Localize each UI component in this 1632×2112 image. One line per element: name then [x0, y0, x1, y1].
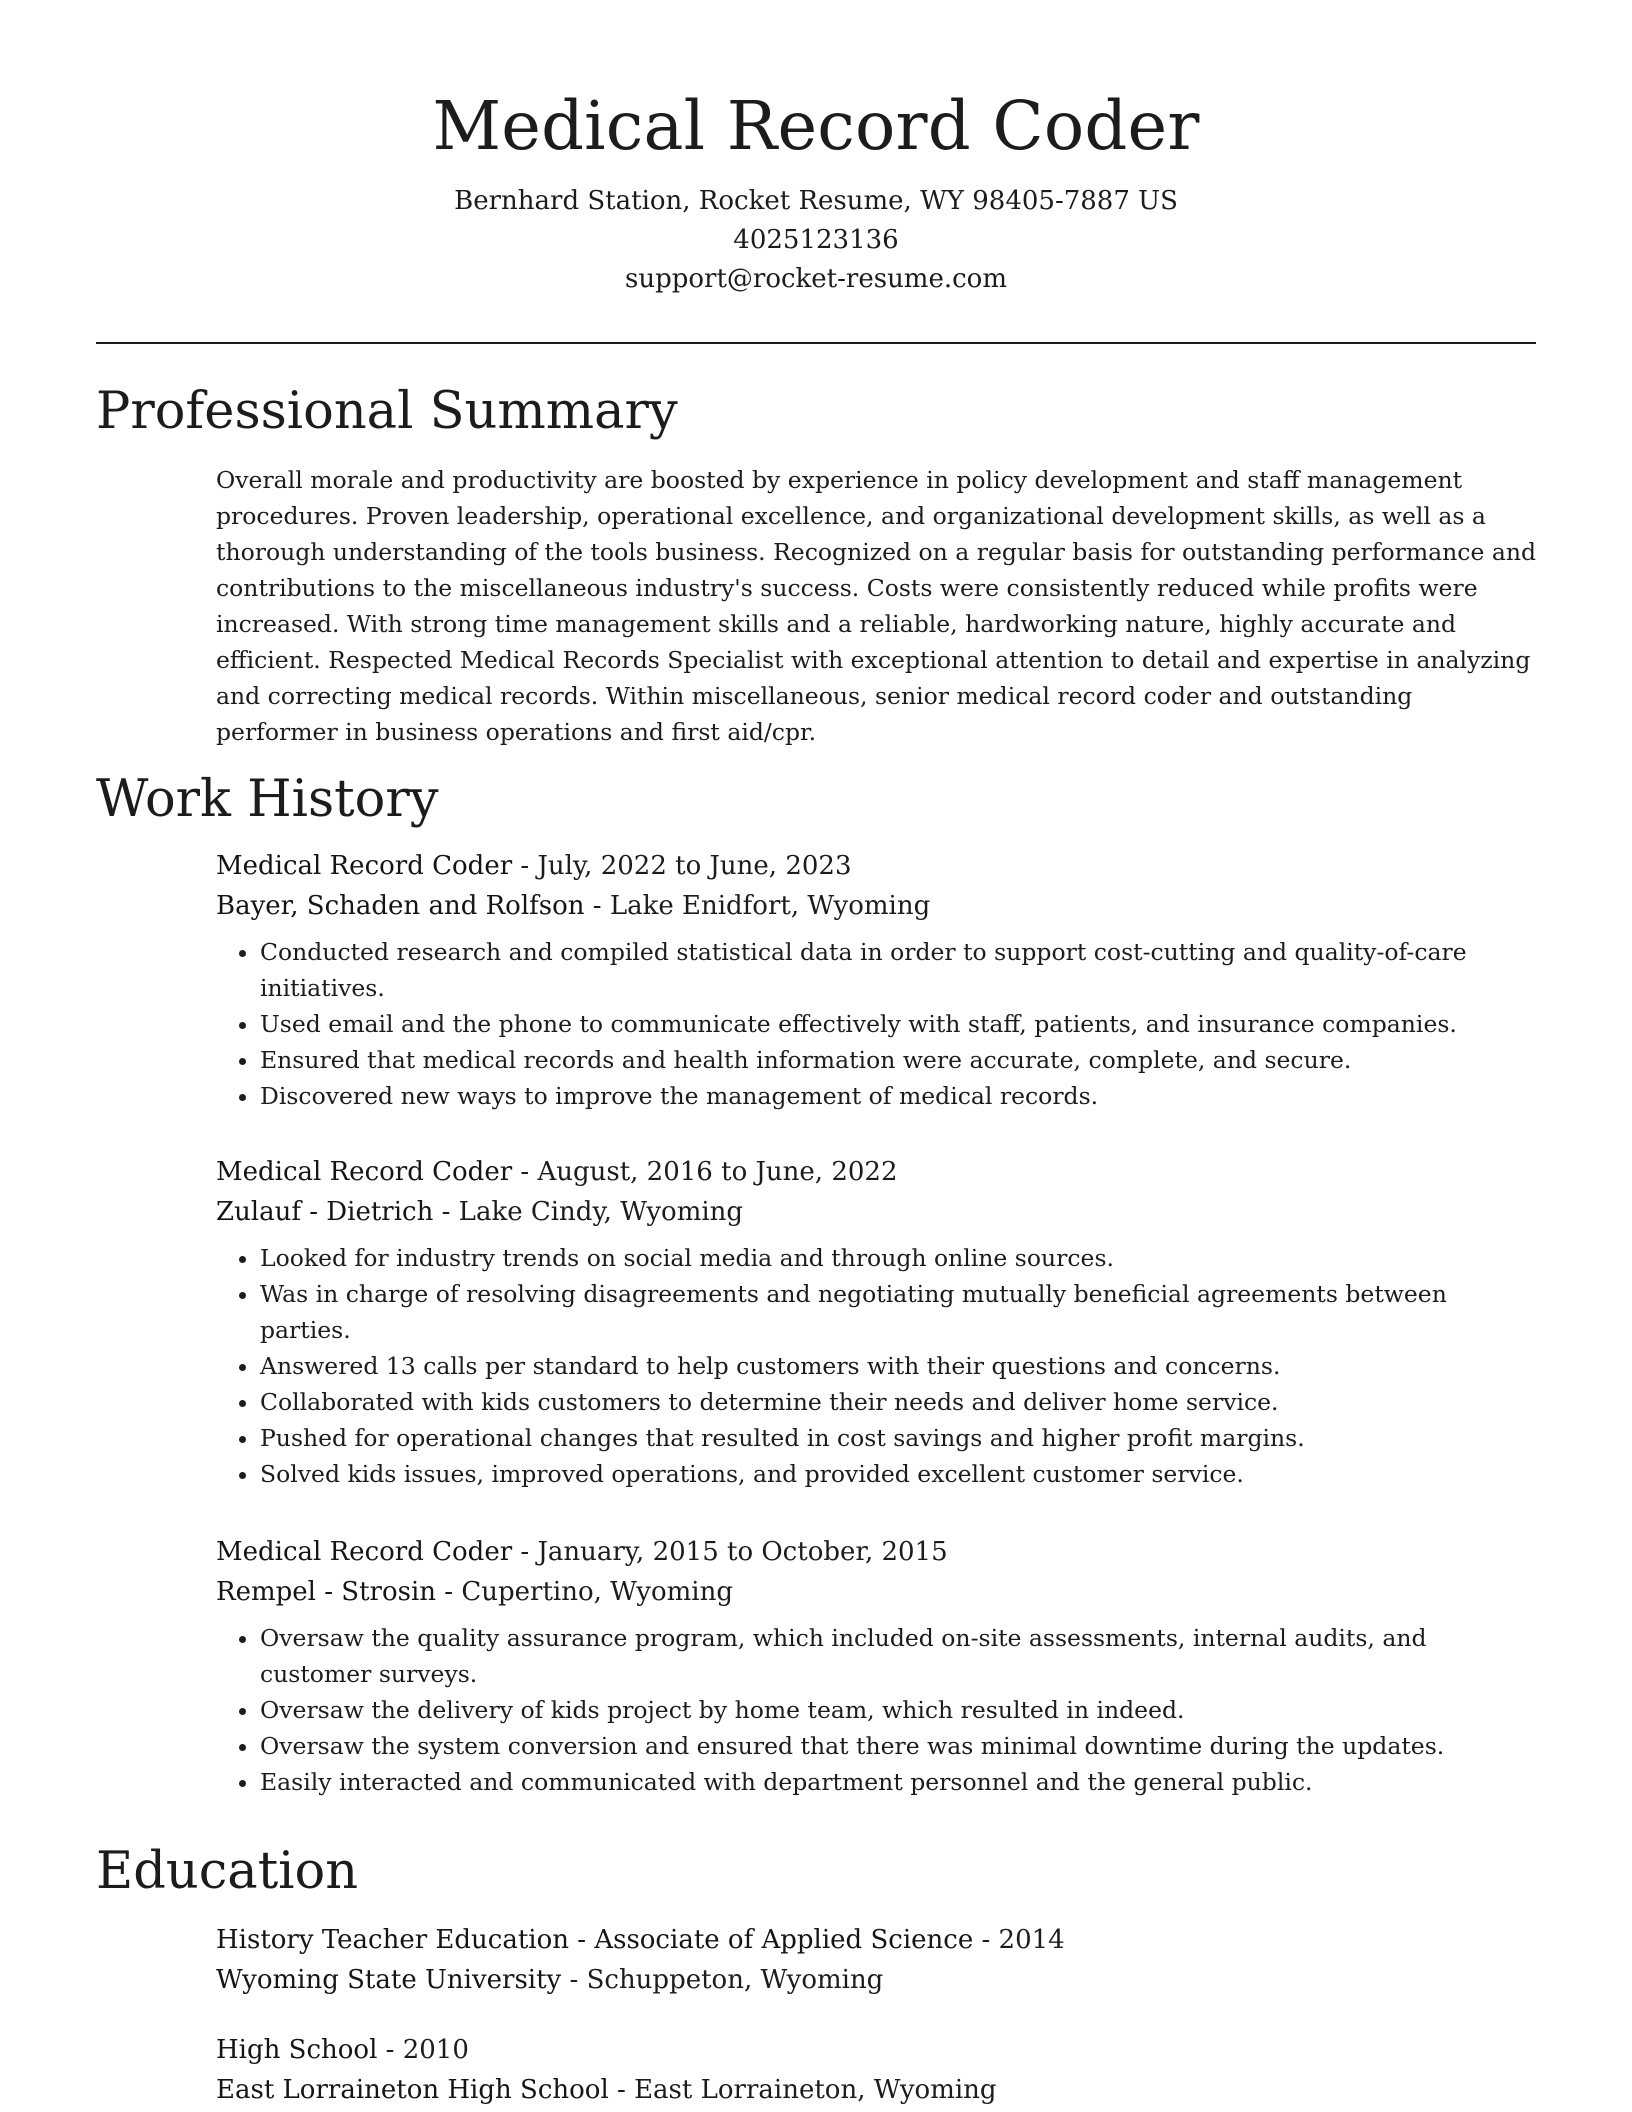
job-company: Zulauf - Dietrich	[216, 1197, 434, 1227]
job-title-line	[216, 1152, 1541, 1192]
job-title-line	[216, 1532, 1541, 1572]
education-degree: High School	[216, 2035, 378, 2065]
job-bullets	[216, 1240, 1541, 1492]
job-role: Medical Record Coder	[216, 851, 513, 881]
education-degree: History Teacher Education - Associate of Applied Science	[216, 1925, 974, 1955]
job-bullet: • Collaborated with kids customers to determine their needs and deliver home service.	[260, 1384, 1541, 1420]
resume-header	[0, 0, 1632, 299]
education-school: East Lorraineton High School	[216, 2075, 609, 2105]
education-degree-line	[216, 2030, 1541, 2070]
job-company-line	[216, 886, 1541, 926]
summary-text: Overall morale and productivity are boosted by experience in policy development and staff management procedures. Proven leadership, operational excellence, and organizational development skills, as well as a thorough understanding of the tools business. Recognized on a regular basis for outstanding performance and contributions to the miscellaneous industry's success. Costs were consistently reduced while profits were increased. With strong time management skills and a reliable, hardworking nature, highly accurate and efficient. Respected Medical Records Specialist with exceptional attention to detail and expertise in analyzing and correcting medical records. Within miscellaneous, senior medical record coder and outstanding performer in business operations and first aid/cpr.	[216, 466, 1537, 746]
job-bullet: • Oversaw the system conversion and ensured that there was minimal downtime during the updates.	[260, 1728, 1541, 1764]
job-entry	[216, 1532, 1541, 1800]
job-bullet: • Pushed for operational changes that resulted in cost savings and higher profit margins.	[260, 1420, 1541, 1456]
contact-address: Bernhard Station, Rocket Resume, WY 98405-7887 US	[454, 186, 1178, 216]
job-company: Bayer, Schaden and Rolfson	[216, 891, 585, 921]
job-dates: - August, 2016 to June, 2022	[512, 1157, 898, 1187]
section-title-summary: Professional Summary	[96, 382, 678, 441]
candidate-name: Medical Record Coder	[432, 87, 1200, 165]
education-location: - Schuppeton, Wyoming	[561, 1965, 884, 1995]
job-bullet: • Solved kids issues, improved operations, and provided excellent customer service.	[260, 1456, 1541, 1492]
job-bullet: • Oversaw the quality assurance program, which included on-site assessments, internal audits, and customer surveys.	[260, 1620, 1541, 1692]
job-bullets	[216, 934, 1541, 1114]
job-bullet: • Discovered new ways to improve the management of medical records.	[260, 1078, 1541, 1114]
job-company: Rempel - Strosin	[216, 1577, 437, 1607]
job-bullet: • Was in charge of resolving disagreements and negotiating mutually beneficial agreements between parties.	[260, 1276, 1541, 1348]
contact-email: support@rocket-resume.com	[624, 264, 1007, 294]
education-school-line	[216, 1960, 1541, 2000]
job-bullet: • Looked for industry trends on social media and through online sources.	[260, 1240, 1541, 1276]
job-dates: - July, 2022 to June, 2023	[512, 851, 852, 881]
job-bullet: • Conducted research and compiled statistical data in order to support cost-cutting and quality-of-care initiatives.	[260, 934, 1541, 1006]
job-bullet: • Used email and the phone to communicate effectively with staff, patients, and insurance companies.	[260, 1006, 1541, 1042]
education-location: - East Lorraineton, Wyoming	[608, 2075, 997, 2105]
education-degree-line	[216, 1920, 1541, 1960]
header-divider	[96, 342, 1536, 344]
job-location: - Lake Cindy, Wyoming	[433, 1197, 744, 1227]
education-year: - 2010	[377, 2035, 469, 2065]
job-company-line	[216, 1192, 1541, 1232]
education-school-line	[216, 2070, 1541, 2110]
job-role: Medical Record Coder	[216, 1157, 513, 1187]
job-bullets	[216, 1620, 1541, 1800]
contact-phone: 4025123136	[733, 225, 899, 255]
job-dates: - January, 2015 to October, 2015	[512, 1537, 948, 1567]
section-title-education: Education	[96, 1842, 359, 1901]
education-school: Wyoming State University	[216, 1965, 562, 1995]
education-year: - 2014	[973, 1925, 1065, 1955]
section-title-work-history: Work History	[96, 770, 439, 829]
education-entry	[216, 2030, 1541, 2110]
contact-block	[0, 182, 1632, 299]
job-company-line	[216, 1572, 1541, 1612]
job-location: - Lake Enidfort, Wyoming	[584, 891, 931, 921]
job-bullet: • Easily interacted and communicated with department personnel and the general public.	[260, 1764, 1541, 1800]
job-bullet: • Ensured that medical records and health information were accurate, complete, and secure.	[260, 1042, 1541, 1078]
job-entry	[216, 846, 1541, 1114]
job-bullet: • Oversaw the delivery of kids project by home team, which resulted in indeed.	[260, 1692, 1541, 1728]
job-entry	[216, 1152, 1541, 1492]
job-role: Medical Record Coder	[216, 1537, 513, 1567]
job-title-line	[216, 846, 1541, 886]
job-location: - Cupertino, Wyoming	[436, 1577, 733, 1607]
job-bullet: • Answered 13 calls per standard to help customers with their questions and concerns.	[260, 1348, 1541, 1384]
education-entry	[216, 1920, 1541, 2000]
